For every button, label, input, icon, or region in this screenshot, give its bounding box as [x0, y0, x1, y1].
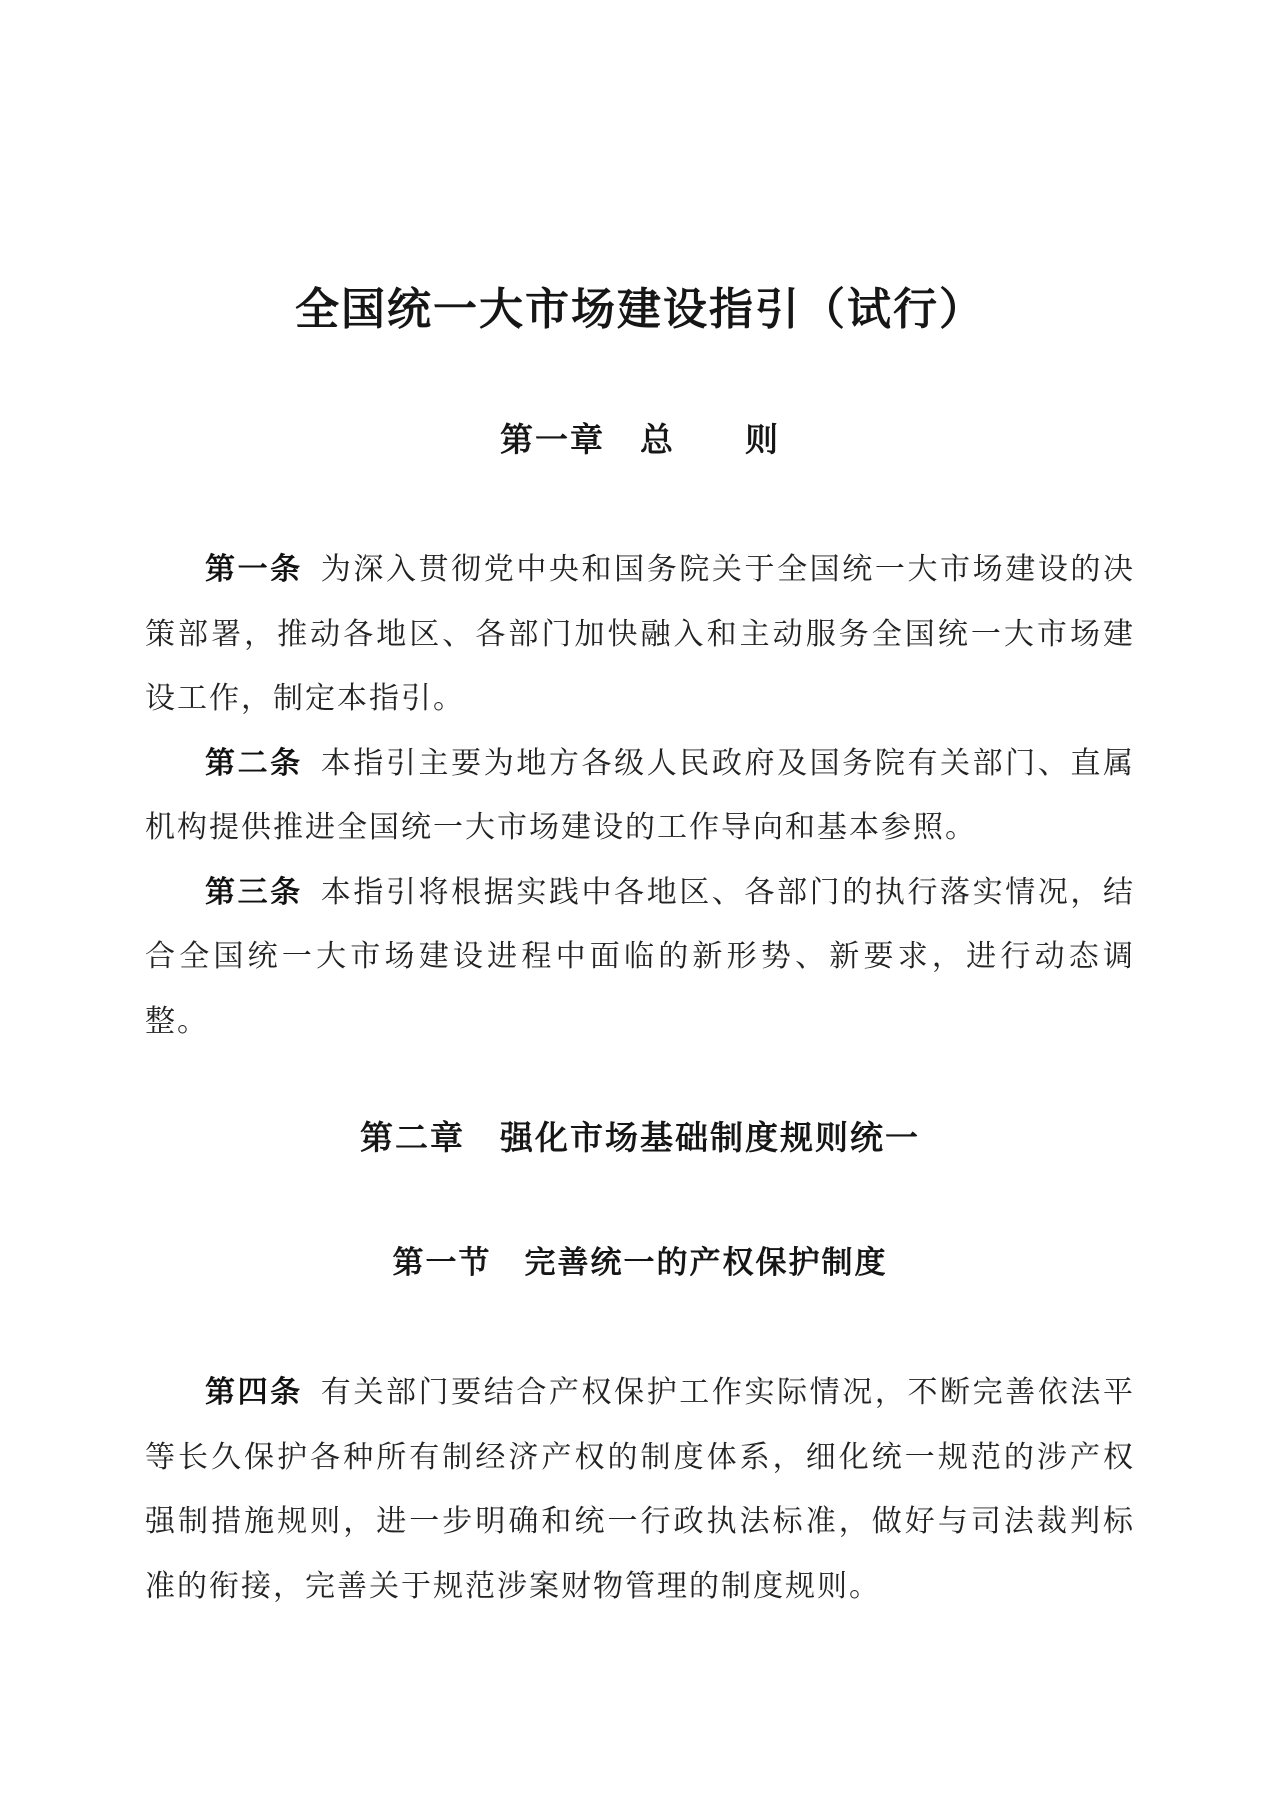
document-content	[145, 284, 1135, 1619]
chapter-2-heading: 第二章 强化市场基础制度规则统一	[360, 1119, 920, 1156]
section-1-heading: 第一节 完善统一的产权保护制度	[392, 1245, 888, 1280]
article-4-text: 有关部门要结合产权保护工作实际情况，不断完善依法平等长久保护各种所有制经济产权的制度体系，细化统一规范的涉产权强制措施规则，进一步明确和统一行政执法标准，做好与司法裁判标准的衔接，完善关于规范涉案财物管理的制度规则。	[145, 1376, 1136, 1603]
article-2-text: 本指引主要为地方各级人民政府及国务院有关部门、直属机构提供推进全国统一大市场建设的工作导向和基本参照。	[145, 746, 1136, 844]
article-3	[145, 861, 1135, 1055]
article-4-label: 第四条	[205, 1376, 303, 1409]
chapter-1-heading: 第一章 总 则	[500, 423, 780, 459]
article-1-label: 第一条	[205, 553, 303, 586]
document-title: 全国统一大市场建设指引（试行）	[295, 285, 985, 334]
article-1-text: 为深入贯彻党中央和国务院关于全国统一大市场建设的决策部署，推动各地区、各部门加快融入和主动服务全国统一大市场建设工作，制定本指引。	[145, 553, 1136, 715]
chapter-1-articles	[145, 538, 1135, 1054]
article-2-label: 第二条	[205, 746, 303, 780]
article-4	[145, 1361, 1135, 1619]
article-2	[145, 732, 1135, 861]
article-1	[145, 538, 1135, 732]
article-3-label: 第三条	[205, 875, 303, 909]
article-3-text: 本指引将根据实践中各地区、各部门的执行落实情况，结合全国统一大市场建设进程中面临的新形势、新要求，进行动态调整。	[145, 875, 1136, 1038]
